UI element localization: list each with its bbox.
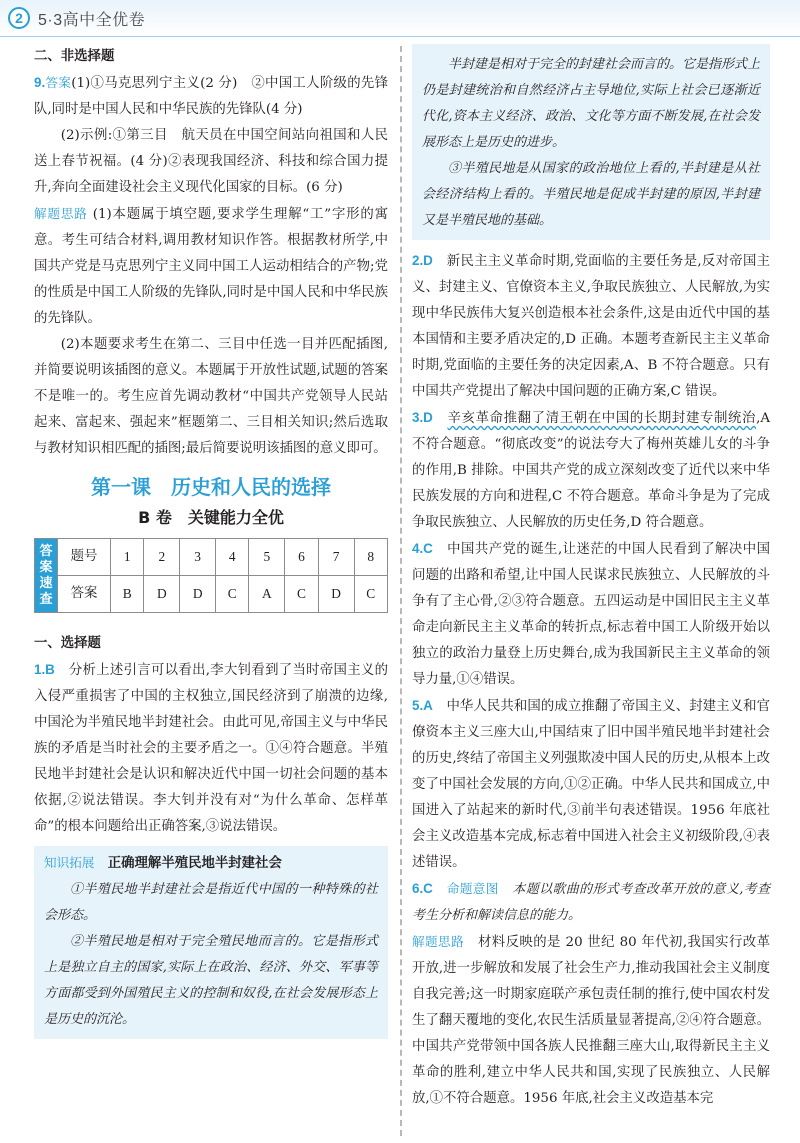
q6-intent-text: 本题以歌曲的形式考查改革开放的意义,考查考生分析和解读信息的能力。 bbox=[412, 882, 771, 923]
q3-number: 3.D bbox=[412, 410, 433, 425]
table-cell: C bbox=[216, 576, 249, 613]
page-header bbox=[8, 6, 145, 30]
answer-table-row-answers bbox=[35, 576, 388, 613]
q9-example: (2)示例:①第三目 航天员在中国空间站向祖国和人民送上春节祝福。(4 分)②表现我国经济、科技和综合国力提升,奔向全面建设社会主义现代化国家的目标。(6 分) bbox=[34, 128, 388, 195]
q9-analysis bbox=[34, 201, 388, 332]
table-cell: A bbox=[249, 576, 285, 613]
left-column bbox=[34, 44, 388, 1039]
q3-underlined-text: 辛亥革命推翻了清王朝在中国的长期封建专制统治 bbox=[447, 411, 757, 426]
page-number: 2 bbox=[8, 7, 30, 29]
q9-answer-label: 答案 bbox=[45, 75, 72, 90]
table-cell: C bbox=[354, 576, 387, 613]
table-cell: 4 bbox=[216, 539, 249, 576]
q9-number: 9. bbox=[34, 75, 46, 90]
q4-answer bbox=[412, 536, 770, 693]
knowledge-box-continued bbox=[412, 44, 770, 240]
table-cell: 2 bbox=[144, 539, 180, 576]
knowledge-point-3: ③半殖民地是从国家的政治地位上看的,半封建是从社会经济结构上看的。半殖民地是促成半封建的原因,半封建又是半殖民地的基础。 bbox=[422, 161, 760, 228]
knowledge-label: 知识拓展 bbox=[44, 855, 95, 870]
table-cell: D bbox=[180, 576, 216, 613]
table-cell: 6 bbox=[285, 539, 318, 576]
table-cell: 3 bbox=[180, 539, 216, 576]
knowledge-title: 正确理解半殖民地半封建社会 bbox=[107, 856, 282, 871]
q6-analysis-text: 材料反映的是 20 世纪 80 年代初,我国实行改革开放,进一步解放和发展了社会生产力,推动我国社会主义制度自我完善;这一时期家庭联产承包责任制的推行,使中国农村发生了翻天覆地的变化,农民生活质量显著提高,②④符合题意。中国共产党带领中国各族人民推翻三座大山,取得新民主主义革命的胜利,建立中华人民共和国,实现了民族独立、人民解放,①不符合题意。1956 年底,社会主义改造基本完 bbox=[412, 935, 771, 1106]
section-title-nonchoice: 二、非选择题 bbox=[34, 49, 115, 64]
q9-analysis-text: (1)本题属于填空题,要求学生理解“工”字形的寓意。考生可结合材料,调用教材知识作答。根据教材所学,中国共产党是马克思列宁主义同中国工人运动相结合的产物;党的性质是中国工人阶级的先锋队,同时是中国人民和中华民族的先锋队。 bbox=[34, 207, 389, 326]
section-title-choice: 一、选择题 bbox=[34, 636, 101, 651]
q9-analysis-2: (2)本题要求考生在第二、三目中任选一目并匹配插图,并简要说明该插图的意义。本题属于开放性试题,试题的答案不是唯一的。考生应首先调动教材“中国共产党领导人民站起来、富起来、强起来”框题第二、三目相关知识;然后选取与教材知识相匹配的插图;最后简要说明该插图的意义即可。 bbox=[34, 337, 388, 456]
answer-table-label: 答案速查 bbox=[35, 539, 58, 613]
knowledge-heading bbox=[44, 850, 378, 877]
q3-text: ,A 不符合题意。“彻底改变”的说法夸大了梅州英雄儿女的斗争的作用,B 排除。中国共产党的成立深刻改变了近代以来中华民族发展的方向和进程,C 不符合题意。革命斗争是为了完成争取民族独立、人民解放的历史任务,D 符合题意。 bbox=[412, 411, 771, 530]
q2-answer bbox=[412, 248, 770, 405]
q6-analysis bbox=[412, 929, 770, 1112]
table-cell: 1 bbox=[111, 539, 144, 576]
q4-number: 4.C bbox=[412, 541, 433, 556]
table-cell: C bbox=[285, 576, 318, 613]
q2-number: 2.D bbox=[412, 253, 433, 268]
knowledge-point-2: ②半殖民地是相对于完全殖民地而言的。它是指形式上是独立自主的国家,实际上在政治、经济、外交、军事等方面都受到外国殖民主义的控制和奴役,在社会发展形态上是历史的沉沦。 bbox=[44, 934, 378, 1027]
table-cell: 8 bbox=[354, 539, 387, 576]
table-cell: D bbox=[318, 576, 354, 613]
answer-table-head-answer: 答案 bbox=[58, 576, 111, 613]
lesson-title: 第一课 历史和人民的选择 bbox=[91, 475, 331, 499]
q1-text: 分析上述引言可以看出,李大钊看到了当时帝国主义的入侵严重损害了中国的主权独立,国民经济到了崩溃的边缘,中国沦为半殖民地半封建社会。由此可见,帝国主义与中华民族的矛盾是当时社会的主要矛盾之一。①④符合题意。半殖民地半封建社会是认识和解决近代中国一切社会问题的基本依据,②说法错误。李大钊并没有对“为什么革命、怎样革命”的根本问题给出正确答案,③说法错误。 bbox=[34, 663, 388, 834]
q6-analysis-label: 解题思路 bbox=[412, 934, 465, 949]
q9-answer bbox=[34, 70, 388, 123]
table-cell: 5 bbox=[249, 539, 285, 576]
book-title: 5·3高中全优卷 bbox=[38, 11, 146, 29]
answer-table-row-numbers bbox=[35, 539, 388, 576]
table-cell: D bbox=[144, 576, 180, 613]
knowledge-point-1: ①半殖民地半封建社会是指近代中国的一种特殊的社会形态。 bbox=[44, 882, 378, 923]
answer-table-head-number: 题号 bbox=[58, 539, 111, 576]
right-column bbox=[412, 44, 770, 1112]
q1-number: 1.B bbox=[34, 662, 55, 677]
knowledge-point-2-cont: 半封建是相对于完全的封建社会而言的。它是指形式上仍是封建统治和自然经济占主导地位,实际上社会已逐渐近代化,资本主义经济、政治、文化等方面不断发展,在社会发展形态上是历史的进步。 bbox=[422, 57, 761, 150]
table-cell: 7 bbox=[318, 539, 354, 576]
table-cell: B bbox=[111, 576, 144, 613]
q3-answer bbox=[412, 405, 770, 536]
knowledge-box bbox=[34, 846, 388, 1039]
q6-intent-label: 命题意图 bbox=[446, 881, 499, 896]
header-rule bbox=[0, 36, 800, 37]
q1-answer bbox=[34, 657, 388, 840]
volume-title: B 卷 关键能力全优 bbox=[138, 508, 284, 527]
answer-table bbox=[34, 538, 388, 613]
q9-answer-text: (1)①马克思列宁主义(2 分) ②中国工人阶级的先锋队,同时是中国人民和中华民族的先锋队(4 分) bbox=[34, 76, 388, 117]
column-divider bbox=[400, 46, 402, 1136]
q5-number: 5.A bbox=[412, 698, 433, 713]
q9-analysis-label: 解题思路 bbox=[34, 206, 88, 221]
q5-text: 中华人民共和国的成立推翻了帝国主义、封建主义和官僚资本主义三座大山,中国结束了旧中国半殖民地半封建社会的历史,终结了帝国主义列强欺凌中国人民的历史,从根本上改变了中国社会发展的方向,①②正确。中华人民共和国成立,中国进入了站起来的新时代,③前半句表述错误。1956 年底社会主义改造基本完成,标志着中国进入社会主义初级阶段,④表述错误。 bbox=[412, 699, 771, 870]
q5-answer bbox=[412, 693, 770, 876]
q4-text: 中国共产党的诞生,让迷茫的中国人民看到了解决中国问题的出路和希望,让中国人民谋求民族独立、人民解放的斗争有了主心骨,②③符合题意。五四运动是中国旧民主主义革命走向新民主主义革命的转折点,标志着中国工人阶级开始以独立的政治力量登上历史舞台,成为我国新民主主义革命的领导力量,①④错误。 bbox=[412, 542, 770, 687]
q6-intent bbox=[412, 876, 770, 929]
q6-number: 6.C bbox=[412, 881, 433, 896]
q2-text: 新民主主义革命时期,党面临的主要任务是,反对帝国主义、封建主义、官僚资本主义,争取民族独立、人民解放,为实现中华民族伟大复兴创造根本社会条件,这是由近代中国的基本国情和主要矛盾决定的,D 正确。本题考查新民主主义革命时期,党面临的主要任务的决定因素,A、B 不符合题意。只有中国共产党提出了解决中国问题的正确方案,C 错误。 bbox=[412, 254, 770, 399]
